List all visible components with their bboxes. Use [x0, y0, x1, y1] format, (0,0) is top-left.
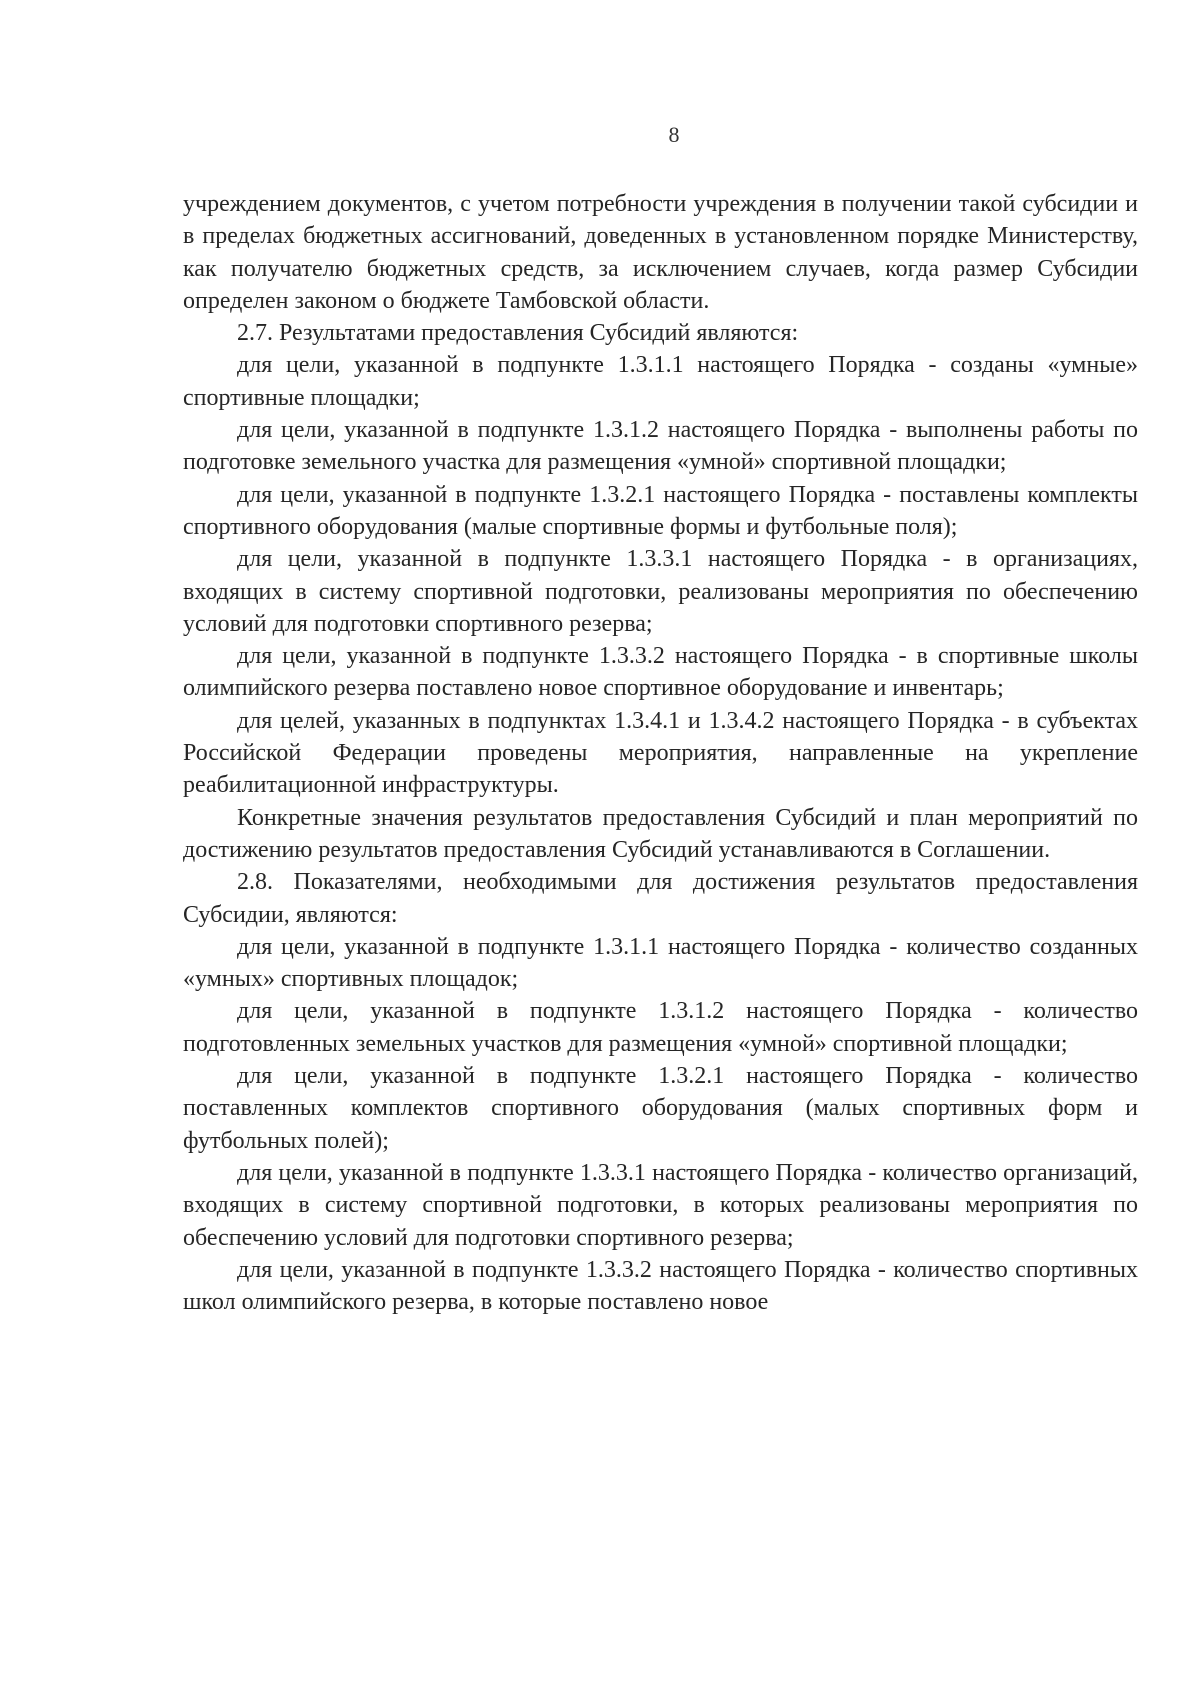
paragraph-2-7-heading: 2.7. Результатами предоставления Субсидий являются: — [237, 320, 799, 347]
paragraph-indicator-1-3-1-1: для цели, указанной в подпункте 1.3.1.1 настоящего Порядка - количество созданных «умных» спортивных площадок; — [183, 933, 1138, 993]
paragraph-result-1-3-1-1: для цели, указанной в подпункте 1.3.1.1 настоящего Порядка - созданы «умные» спортивные площадки; — [183, 352, 1138, 411]
paragraph-indicator-1-3-3-2: для цели, указанной в подпункте 1.3.3.2 настоящего Порядка - количество спортивных школ олимпийского резерва, в которые поставлено новое — [183, 1256, 1138, 1316]
paragraph-indicator-1-3-3-1: для цели, указанной в подпункте 1.3.3.1 настоящего Порядка - количество организаций, входящих в систему спортивной подготовки, в которых реализованы мероприятия по обеспечению условий для подготовки спортивного резерва; — [183, 1159, 1138, 1251]
paragraph-result-1-3-3-1: для цели, указанной в подпункте 1.3.3.1 настоящего Порядка - в организациях, входящих в систему спортивной подготовки, реализованы мероприятия по обеспечению условий для подготовки спортивного резерва; — [183, 546, 1138, 637]
page-number: 8 — [668, 122, 680, 147]
paragraph-indicator-1-3-2-1: для цели, указанной в подпункте 1.3.2.1 настоящего Порядка - количество поставленных комплектов спортивного оборудования (малых спортивных форм и футбольных полей); — [183, 1063, 1138, 1154]
paragraph-indicator-1-3-1-2: для цели, указанной в подпункте 1.3.1.2 настоящего Порядка - количество подготовленных земельных участков для размещения «умной» спортивной площадки; — [183, 998, 1138, 1057]
document-body — [183, 188, 1138, 1318]
paragraph-result-1-3-4: для целей, указанных в подпунктах 1.3.4.1 и 1.3.4.2 настоящего Порядка - в субъектах Российской Федерации проведены мероприятия, направленные на укрепление реабилитационной инфраструктуры. — [183, 707, 1138, 799]
paragraph-2-8-heading: 2.8. Показателями, необходимыми для достижения результатов предоставления Субсидии, являются: — [183, 869, 1138, 928]
paragraph-result-1-3-3-2: для цели, указанной в подпункте 1.3.3.2 настоящего Порядка - в спортивные школы олимпийского резерва поставлено новое спортивное оборудование и инвентарь; — [183, 643, 1138, 702]
paragraph-result-1-3-1-2: для цели, указанной в подпункте 1.3.1.2 настоящего Порядка - выполнены работы по подготовке земельного участка для размещения «умной» спортивной площадки; — [183, 417, 1138, 476]
paragraph-continuation: учреждением документов, с учетом потребности учреждения в получении такой субсидии и в пределах бюджетных ассигнований, доведенных в установленном порядке Министерству, как получателю бюджетных средств, за исключением случаев, когда размер Субсидии определен законом о бюджете Тамбовской области. — [183, 191, 1138, 314]
paragraph-agreement-values: Конкретные значения результатов предоставления Субсидий и план мероприятий по достижению результатов предоставления Субсидий устанавливаются в Соглашении. — [183, 804, 1138, 863]
paragraph-result-1-3-2-1: для цели, указанной в подпункте 1.3.2.1 настоящего Порядка - поставлены комплекты спортивного оборудования (малые спортивные формы и футбольные поля); — [183, 481, 1138, 540]
